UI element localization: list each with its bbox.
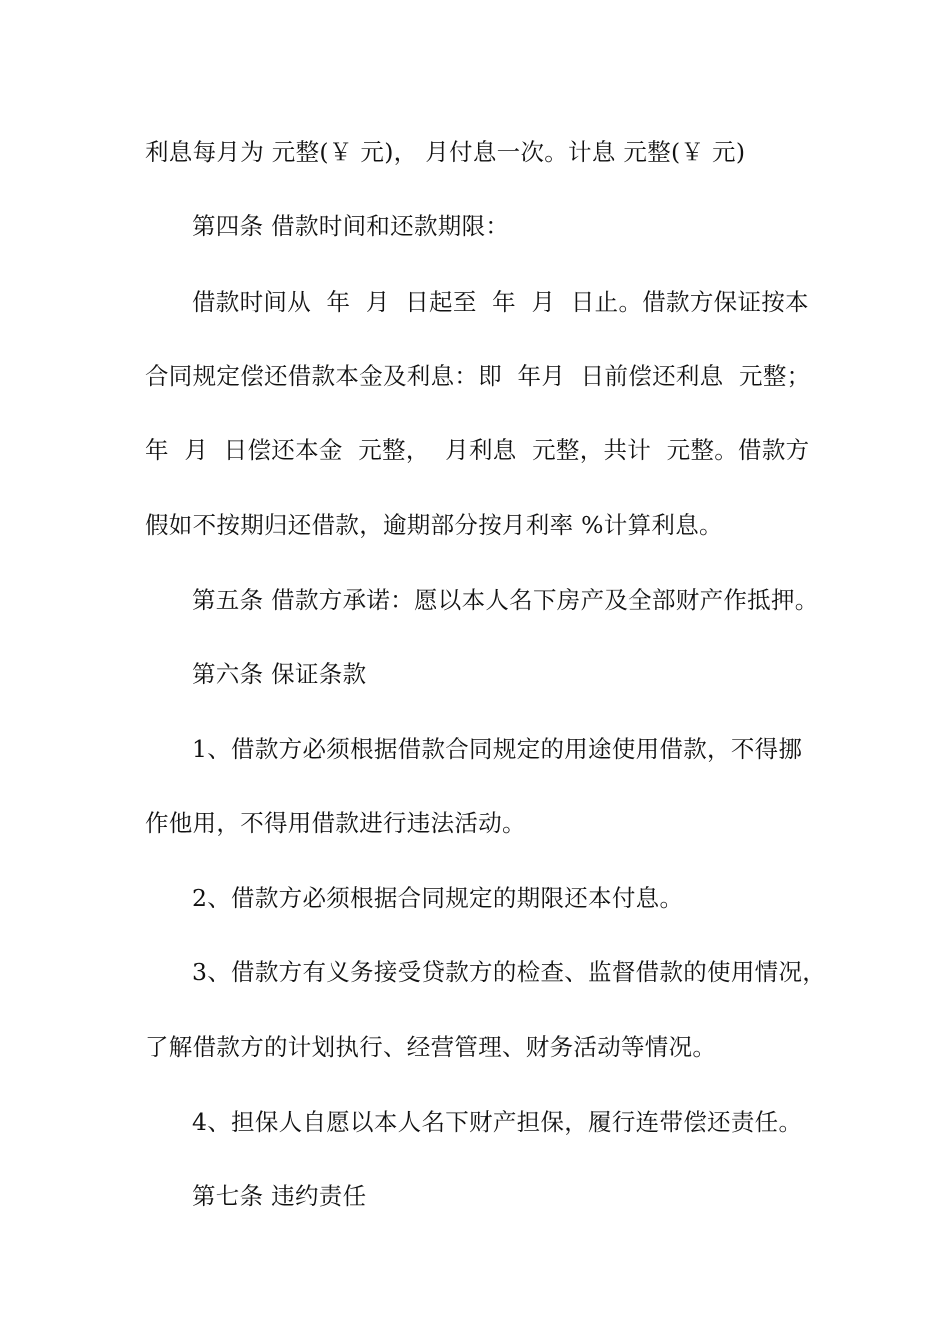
article-5-text: 第五条 借款方承诺：愿以本人名下房产及全部财产作抵押。 <box>192 586 819 614</box>
article-4-heading: 第四条 借款时间和还款期限： <box>192 212 510 240</box>
paragraph-line-term-1: 借款时间从 年 月 日起至 年 月 日止。借款方保证按本 <box>192 288 809 316</box>
clause-4: 4、担保人自愿以本人名下财产担保，履行连带偿还责任。 <box>192 1108 803 1136</box>
article-6-heading: 第六条 保证条款 <box>192 660 367 688</box>
clause-2: 2、借款方必须根据合同规定的期限还本付息。 <box>192 884 684 912</box>
paragraph-line-term-3: 年 月 日偿还本金 元整， 月利息 元整，共计 元整。借款方 <box>145 436 810 464</box>
clause-3-line-2: 了解借款方的计划执行、经营管理、财务活动等情况。 <box>145 1033 717 1061</box>
paragraph-line-interest: 利息每月为 元整(￥ 元)， 月付息一次。计息 元整(￥ 元) <box>145 138 746 166</box>
paragraph-line-term-4: 假如不按期归还借款，逾期部分按月利率 %计算利息。 <box>145 511 723 539</box>
article-7-heading: 第七条 违约责任 <box>192 1182 367 1210</box>
clause-1-line-1: 1、借款方必须根据借款合同规定的用途使用借款，不得挪 <box>192 735 803 763</box>
clause-1-line-2: 作他用，不得用借款进行违法活动。 <box>145 809 526 837</box>
paragraph-line-term-2: 合同规定偿还借款本金及利息：即 年月 日前偿还利息 元整； <box>145 362 811 390</box>
clause-3-line-1: 3、借款方有义务接受贷款方的检查、监督借款的使用情况， <box>192 958 827 986</box>
